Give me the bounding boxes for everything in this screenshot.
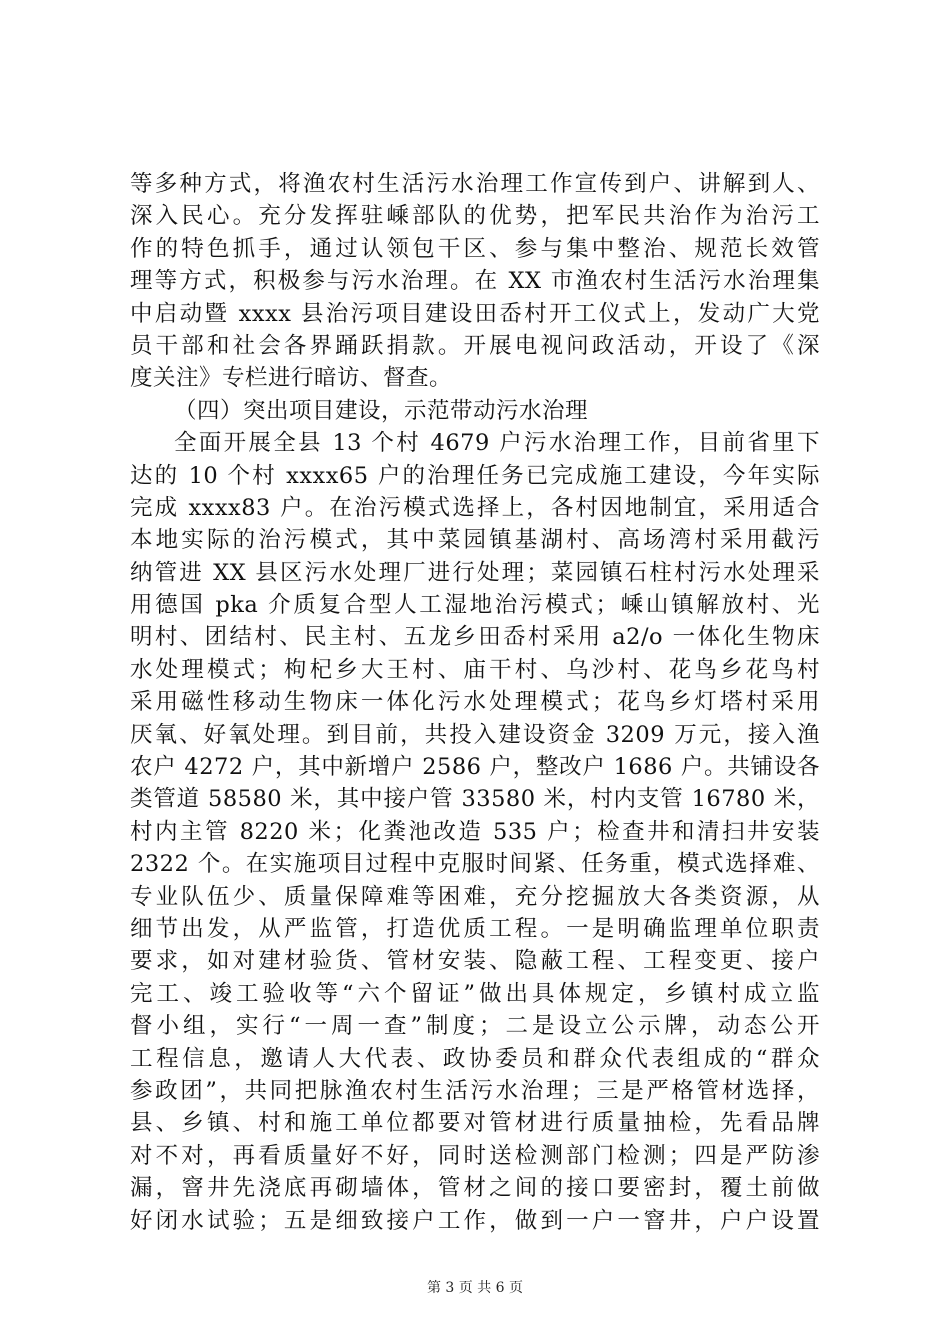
text-line: 农户 4272 户，其中新增户 2586 户，整改户 1686 户。共铺设各 [130, 754, 820, 781]
text-line: 达的 10 个村 xxxx65 户的治理任务已完成施工建设，今年实际 [130, 462, 820, 489]
text-line: 要求，如对建材验货、管材安装、隐蔽工程、工程变更、接户 [130, 948, 820, 975]
text-line: 中启动暨 xxxx 县治污项目建设田岙村开工仪式上，发动广大党 [130, 300, 820, 327]
text-line: 用德国 pka 介质复合型人工湿地治污模式；嵊山镇解放村、光 [130, 592, 820, 619]
text-line: 明村、团结村、民主村、五龙乡田岙村采用 a2/o 一体化生物床 [130, 624, 820, 651]
text-line: 类管道 58580 米，其中接户管 33580 米，村内支管 16780 米， [130, 786, 820, 813]
text-line: 完工、竣工验收等“六个留证”做出具体规定，乡镇村成立监 [130, 980, 820, 1007]
text-line: 本地实际的治污模式，其中菜园镇基湖村、高场湾村采用截污 [130, 527, 820, 554]
text-line: 完成 xxxx83 户。在治污模式选择上，各村因地制宜，采用适合 [130, 494, 820, 521]
text-line: 参政团”，共同把脉渔农村生活污水治理；三是严格管材选择， [130, 1077, 820, 1104]
text-line: 督小组，实行“一周一查”制度；二是设立公示牌，动态公开 [130, 1013, 820, 1040]
text-line: 采用磁性移动生物床一体化污水处理模式；花鸟乡灯塔村采用 [130, 689, 820, 716]
text-line: 好闭水试验；五是细致接户工作，做到一户一窨井，户户设置 [130, 1207, 820, 1234]
text-line: 厌氧、好氧处理。到目前，共投入建设资金 3209 万元，接入渔 [130, 721, 820, 748]
text-line: 纳管进 XX 县区污水处理厂进行处理；菜园镇石柱村污水处理采 [130, 559, 820, 586]
text-line: 等多种方式，将渔农村生活污水治理工作宣传到户、讲解到人、 [130, 171, 820, 197]
text-line: 村内主管 8220 米；化粪池改造 535 户；检查井和清扫井安装 [130, 818, 820, 845]
page-footer: 第 3 页 共 6 页 [426, 1280, 524, 1296]
text-line: 深入民心。充分发挥驻嵊部队的优势，把军民共治作为治污工 [130, 203, 820, 230]
text-line: 员干部和社会各界踊跃捐款。开展电视问政活动，开设了《深 [130, 332, 820, 359]
text-line: 度关注》专栏进行暗访、督查。 [130, 365, 453, 392]
text-line: 工程信息，邀请人大代表、政协委员和群众代表组成的“群众 [130, 1045, 820, 1072]
text-line: 理等方式，积极参与污水治理。在 XX 市渔农村生活污水治理集 [130, 268, 820, 295]
text-line: 对不对，再看质量好不好，同时送检测部门检测；四是严防渗 [130, 1142, 820, 1169]
text-line: 水处理模式；枸杞乡大王村、庙干村、乌沙村、花鸟乡花鸟村 [130, 656, 820, 683]
text-line: 漏，窨井先浇底再砌墙体，管材之间的接口要密封，覆土前做 [130, 1175, 820, 1202]
text-line: 2322 个。在实施项目过程中克服时间紧、任务重，模式选择难、 [130, 851, 820, 878]
text-line: 作的特色抓手，通过认领包干区、参与集中整治、规范长效管 [130, 235, 820, 262]
text-line: 细节出发，从严监管，打造优质工程。一是明确监理单位职责 [130, 915, 820, 942]
text-line: 县、乡镇、村和施工单位都要对管材进行质量抽检，先看品牌 [130, 1110, 820, 1137]
text-line: 专业队伍少、质量保障难等困难，充分挖掘放大各类资源，从 [130, 883, 820, 910]
document-body [130, 168, 820, 1237]
section-heading: （四）突出项目建设，示范带动污水治理 [174, 397, 589, 424]
text-line: 全面开展全县 13 个村 4679 户污水治理工作，目前省里下 [174, 430, 820, 457]
